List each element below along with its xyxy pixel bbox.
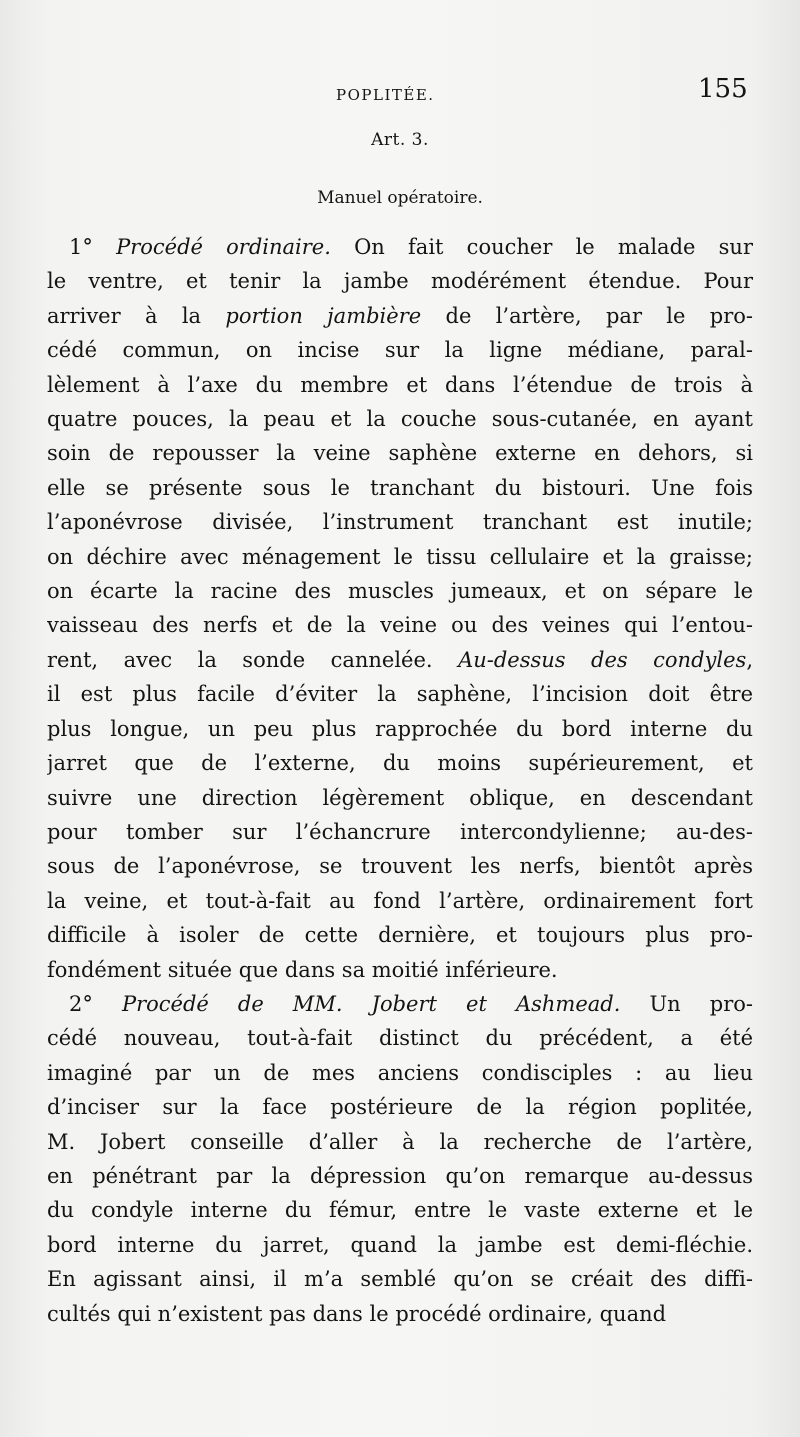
text-segment: cédé commun, on incise sur la ligne médiane, paral- [47, 338, 753, 363]
text-line [47, 1090, 753, 1124]
text-segment: du condyle interne du fémur, entre le vaste externe et le [47, 1198, 753, 1223]
text-line [47, 436, 753, 470]
text-segment: M. Jobert conseille d’aller à la recherche de l’artère, [47, 1129, 753, 1154]
text-segment: on écarte la racine des muscles jumeaux, et on sépare le [47, 579, 753, 604]
text-segment: d’inciser sur la face postérieure de la région poplitée, [47, 1095, 753, 1120]
text-line [47, 849, 753, 883]
text-segment: rent, avec la sonde cannelée. [47, 647, 459, 672]
text-segment: jarret que de l’externe, du moins supérieurement, et [47, 751, 753, 776]
text-segment: de l’artère, par le pro- [421, 303, 753, 328]
text-line [47, 815, 753, 849]
text-line [47, 1262, 753, 1296]
italic-text: Procédé de MM. Jobert et Ashmead. [121, 991, 621, 1016]
text-line [47, 368, 753, 402]
text-line [47, 1193, 753, 1227]
body-text [47, 230, 753, 1331]
text-segment: l’aponévrose divisée, l’instrument tranchant est inutile; [47, 510, 753, 535]
text-line [47, 781, 753, 815]
text-segment: fondément située que dans sa moitié inférieure. [47, 957, 558, 982]
text-segment: 2° [69, 991, 122, 1016]
text-line [47, 333, 753, 367]
text-segment: on déchire avec ménagement le tissu cellulaire et la graisse; [47, 544, 753, 569]
text-segment: sous de l’aponévrose, se trouvent les nerfs, bientôt après [47, 854, 753, 879]
text-segment: en pénétrant par la dépression qu’on remarque au-dessus [47, 1163, 753, 1188]
text-segment: arriver à la [47, 303, 226, 328]
text-segment: pour tomber sur l’échancrure intercondylienne; au-des- [47, 819, 753, 844]
text-segment: le ventre, et tenir la jambe modérément étendue. Pour [47, 269, 753, 294]
text-segment: suivre une direction légèrement oblique, en descendant [47, 785, 753, 810]
text-segment: 1° [69, 235, 117, 259]
text-line [47, 540, 753, 574]
text-segment: , [746, 647, 753, 672]
text-segment: la veine, et tout-à-fait au fond l’artère, ordinairement fort [47, 888, 753, 913]
article-heading: Art. 3. [371, 130, 429, 150]
text-segment: On fait coucher le malade sur [330, 235, 753, 259]
text-line [47, 1021, 753, 1055]
text-line [47, 643, 753, 677]
text-segment: vaisseau des nerfs et de la veine ou des veines qui l’entou- [47, 613, 753, 638]
text-segment: cédé nouveau, tout-à-fait distinct du précédent, a été [47, 1026, 753, 1051]
running-head: POPLITÉE. [336, 86, 435, 104]
text-line [47, 1056, 753, 1090]
text-line [47, 987, 753, 1021]
text-segment: il est plus facile d’éviter la saphène, l’incision doit être [47, 682, 753, 707]
section-title: Manuel opératoire. [317, 188, 483, 208]
text-line [47, 299, 753, 333]
text-line [47, 230, 753, 264]
text-line [47, 884, 753, 918]
text-segment: En agissant ainsi, il m’a semblé qu’on se créait des diffi- [47, 1267, 753, 1292]
text-line [47, 471, 753, 505]
text-segment: difficile à isoler de cette dernière, et toujours plus pro- [47, 923, 753, 948]
text-line [47, 402, 753, 436]
text-line [47, 1125, 753, 1159]
text-segment: imaginé par un de mes anciens condisciples : au lieu [47, 1060, 753, 1085]
text-segment: soin de repousser la veine saphène externe en dehors, si [47, 441, 753, 466]
italic-text: portion jambière [225, 303, 422, 328]
text-line [47, 712, 753, 746]
text-line [47, 608, 753, 642]
text-segment: plus longue, un peu plus rapprochée du bord interne du [47, 716, 753, 741]
text-line [47, 1228, 753, 1262]
text-line [47, 677, 753, 711]
text-line [47, 918, 753, 952]
text-segment: bord interne du jarret, quand la jambe est demi-fléchie. [47, 1232, 753, 1257]
text-line [47, 746, 753, 780]
italic-text: Procédé ordinaire. [116, 235, 331, 259]
text-line [47, 264, 753, 298]
text-segment: Un pro- [620, 991, 753, 1016]
page-number: 155 [698, 74, 748, 104]
text-line [47, 953, 753, 987]
text-segment: lèlement à l’axe du membre et dans l’étendue de trois à [47, 372, 753, 397]
text-line [47, 505, 753, 539]
text-line [47, 574, 753, 608]
text-line [47, 1297, 753, 1331]
italic-text: Au-dessus des condyles [458, 647, 747, 672]
text-line [47, 1159, 753, 1193]
text-segment: quatre pouces, la peau et la couche sous-cutanée, en ayant [47, 407, 753, 432]
text-segment: cultés qui n’existent pas dans le procédé ordinaire, quand [47, 1301, 667, 1326]
text-segment: elle se présente sous le tranchant du bistouri. Une fois [47, 475, 753, 500]
